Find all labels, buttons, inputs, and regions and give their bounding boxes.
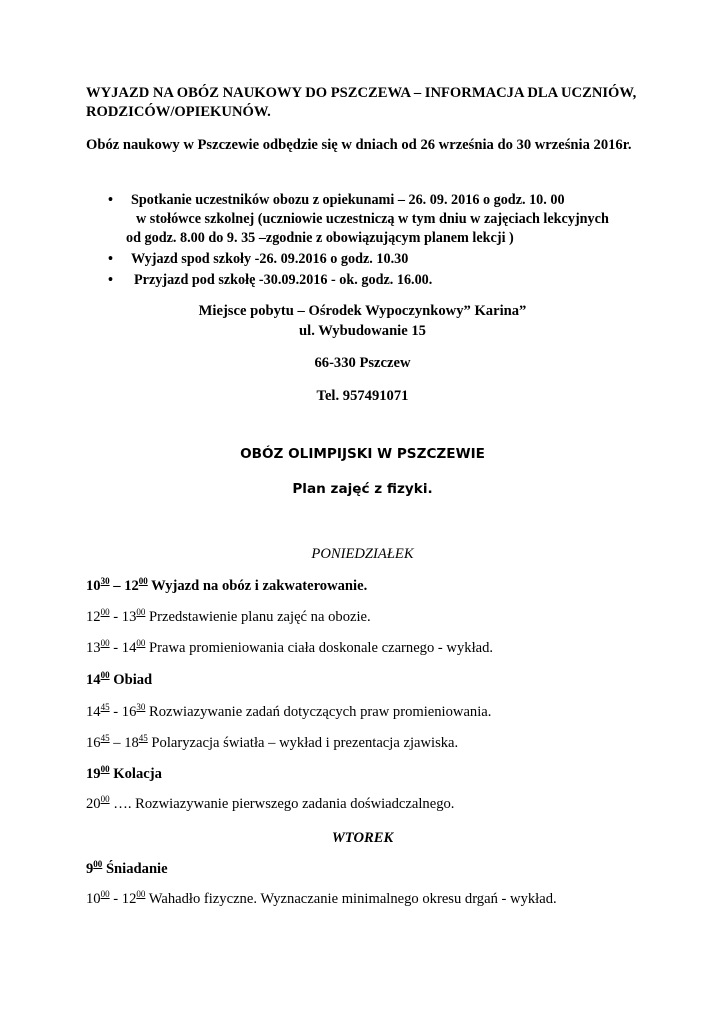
schedule-row: $19^{00}$ Kolacja (86, 764, 162, 782)
schedule-row: $10^{00} - 12^{00}$ Wahadło fizyczne. Wyznaczanie minimalnego okresu drgań - wykład. (86, 889, 557, 907)
list-item (86, 250, 646, 269)
list-item (86, 191, 646, 248)
schedule-row: $14^{45} - 16^{30}$ Rozwiazywanie zadań dotyczących praw promieniowania. (86, 702, 492, 720)
meeting-line-3: od godz. 8.00 do 9. 35 –zgodnie z obowiązującym planem lekcji ) (126, 230, 514, 246)
schedule-row: $13^{00} - 14^{00}$ Prawa promieniowania ciała doskonale czarnego - wykład. (86, 638, 494, 656)
schedule-row: $14^{00}$ Obiad (86, 670, 153, 688)
bullet-icon: • (108, 272, 113, 288)
bullet-icon: • (108, 192, 113, 208)
venue-city: 66-330 Pszczew (314, 355, 411, 371)
schedule-row: $12^{00} - 13^{00}$ Przedstawienie planu zajęć na obozie. (86, 607, 371, 625)
meeting-line-2: w stołówce szkolnej (uczniowie uczestniczą w tym dniu w zajęciach lekcyjnych (136, 211, 609, 227)
document-title: WYJAZD NA OBÓZ NAUKOWY DO PSZCZEWA – INFORMACJA DLA UCZNIÓW, RODZICÓW/OPIEKUNÓW. (86, 85, 637, 120)
info-bullet-list (86, 191, 646, 290)
schedule-row: $10^{30} - 12^{00}$ Wyjazd na obóz i zakwaterowanie. (86, 576, 368, 594)
departure-line: Wyjazd spod szkoły -26. 09.2016 o godz. 10.30 (131, 251, 409, 267)
venue-phone: Tel. 957491071 (316, 388, 409, 404)
camp-subheading: Plan zajęć z fizyki. (292, 481, 433, 497)
schedule-row: $9^{00}$ Śniadanie (86, 859, 168, 877)
list-item (86, 271, 646, 290)
meeting-line-1: Spotkanie uczestników obozu z opiekunami – 26. 09. 2016 o godz. 10. 00 (131, 192, 565, 208)
schedule-row: $16^{45} - 18^{45}$ Polaryzacja światła – wykład i prezentacja zjawiska. (86, 733, 459, 751)
day-tuesday: WTOREK (331, 830, 394, 846)
day-monday: PONIEDZIAŁEK (311, 546, 414, 562)
schedule-row: $20^{00}$ …. Rozwiazywanie pierwszego zadania doświadczalnego. (86, 794, 455, 812)
venue-name: Miejsce pobytu – Ośrodek Wypoczynkowy” Karina” (198, 303, 527, 319)
camp-heading: OBÓZ OLIMPIJSKI W PSZCZEWIE (240, 446, 485, 462)
bullet-icon: • (108, 251, 113, 267)
arrival-line: Przyjazd pod szkołę -30.09.2016 - ok. godz. 16.00. (134, 272, 433, 288)
camp-dates-intro: Obóz naukowy w Pszczewie odbędzie się w dniach od 26 września do 30 września 2016r. (86, 137, 632, 153)
venue-street: ul. Wybudowanie 15 (299, 323, 426, 339)
